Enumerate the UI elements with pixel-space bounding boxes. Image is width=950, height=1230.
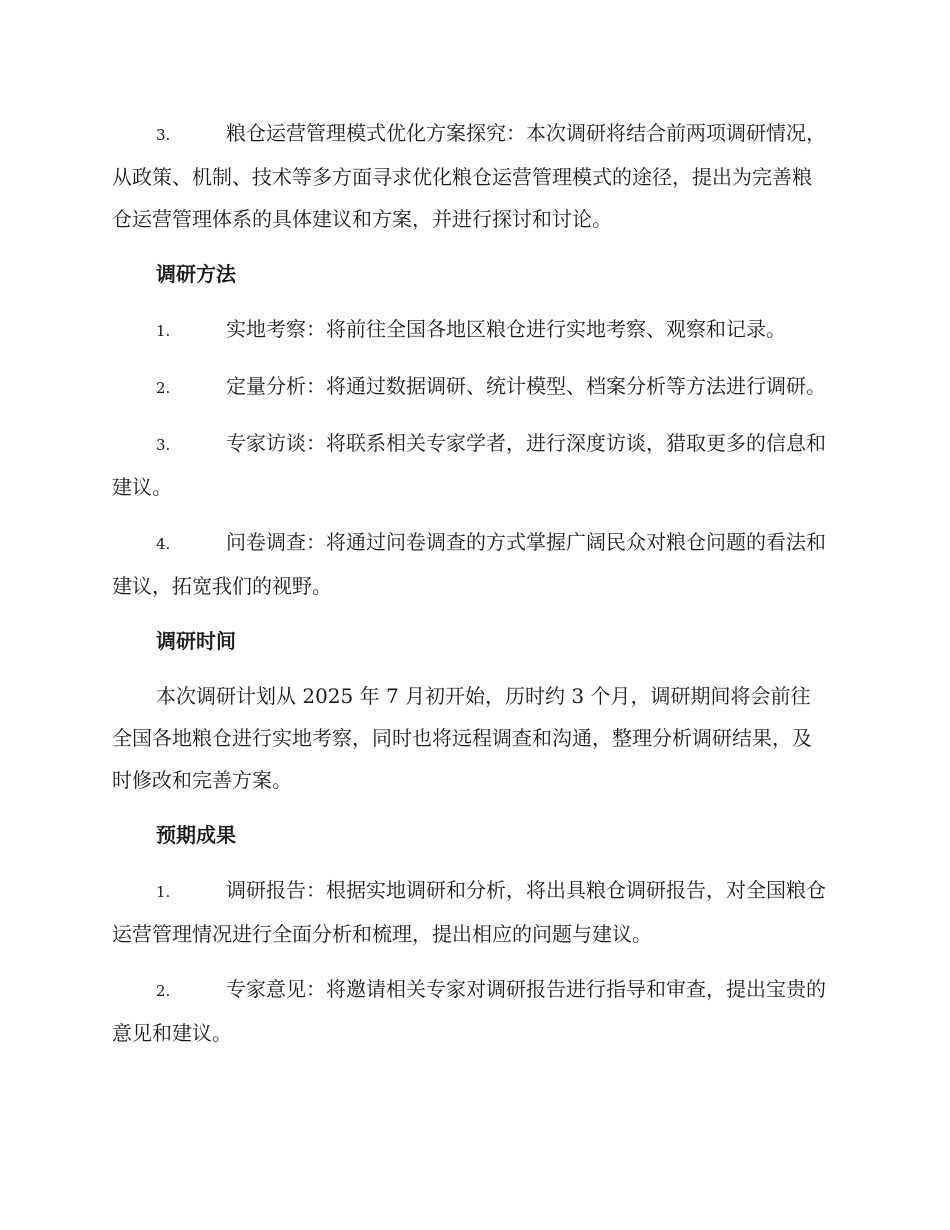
list-text: 专家意见：将邀请相关专家对调研报告进行指导和审查，提出宝贵的意见和建议。 [112,977,826,1045]
list-item [112,422,830,508]
list-text: 问卷调查：将通过问卷调查的方式掌握广阔民众对粮仓问题的看法和建议，拓宽我们的视野。 [112,530,826,598]
section-heading-time: 调研时间 [156,629,236,653]
list-item [112,112,830,240]
list-text: 定量分析：将通过数据调研、统计模型、档案分析等方法进行调研。 [226,374,826,398]
list-item [112,308,830,352]
list-number: 1. [156,322,171,340]
list-number: 2. [156,379,171,397]
list-number: 1. [156,883,171,901]
list-number: 3. [156,436,171,454]
list-item [112,869,830,955]
list-item [112,521,830,607]
list-number: 3. [156,126,171,144]
list-text: 专家访谈：将联系相关专家学者，进行深度访谈，猎取更多的信息和建议。 [112,431,826,499]
section-heading-methods: 调研方法 [156,262,236,286]
list-text: 实地考察：将前往全国各地区粮仓进行实地考察、观察和记录。 [226,317,786,341]
list-number: 2. [156,982,171,1000]
list-item [112,365,830,409]
list-text: 粮仓运营管理模式优化方案探究：本次调研将结合前两项调研情况，从政策、机制、技术等多方面寻求优化粮仓运营管理模式的途径，提出为完善粮仓运营管理体系的具体建议和方案，并进行探讨和讨论。 [112,121,826,231]
time-paragraph: 本次调研计划从 2025 年 7 月初开始，历时约 3 个月，调研期间将会前往全国各地粮仓进行实地考察，同时也将远程调查和沟通，整理分析调研结果，及时修改和完善方案。 [112,684,812,792]
section-heading-results: 预期成果 [156,823,236,847]
list-item [112,968,830,1054]
list-text: 调研报告：根据实地调研和分析，将出具粮仓调研报告，对全国粮仓运营管理情况进行全面分析和梳理，提出相应的问题与建议。 [112,878,826,946]
list-number: 4. [156,535,171,553]
